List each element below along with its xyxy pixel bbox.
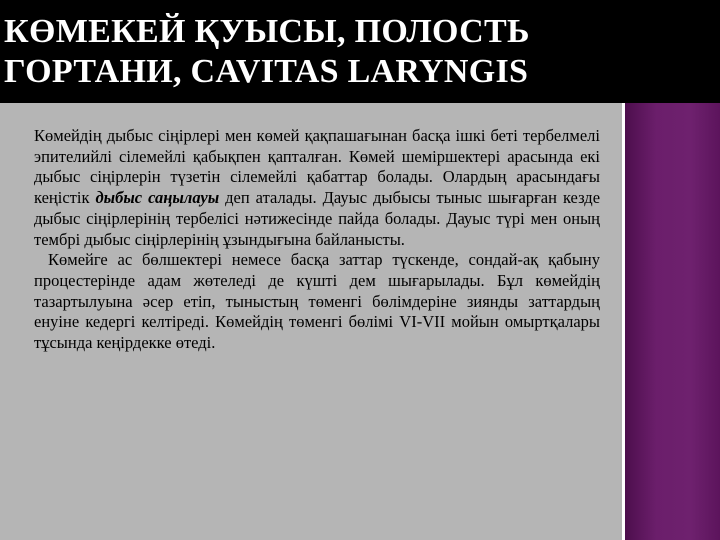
decorative-side-bar [622, 103, 720, 540]
decorative-side-stripe [622, 103, 625, 540]
paragraph-1-text-b: деп аталады. Дауыс дыбысы тыныс шығарған кезде дыбыс сіңірлерінің тербелісі нәтижесінде пайда болады. Дауыс түрі мен оның тембрі дыбыс сіңірлерінің ұзындығына байланысты. [34, 188, 601, 249]
paragraph-1-emphasis: дыбыс саңылауы [95, 188, 220, 208]
slide-title-line-2: ГОРТАНИ, CAVITAS LARYNGIS [4, 53, 529, 90]
paragraph-2: Көмейге ас бөлшектері немесе басқа заттар түскенде, сондай-ақ қабыну процестерінде адам жөтеледі де күшті дем шығарылады. Бұл көмейдің тазартылуына әсер етіп, тыныстың төменгі бөлімдеріне зиянды заттардың енуіне кедергі келтіреді. Көмейдің төменгі бөлімі VI-VII мойын омыртқалары тұсында кеңірдекке өтеді. [34, 250, 600, 353]
slide-body-text [34, 126, 600, 354]
slide-title [4, 12, 604, 92]
paragraph-1-text-a: Көмейдің дыбыс сіңірлері мен көмей қақпашағынан басқа ішкі беті тербелмелі эпителийлі сілемейлі қабықпен қапталған. Көмей шеміршектері арасында екі дыбыс сіңірлерін түзетін сілемейлі қабаттар болады. Олардың арасындағы кеңістік [34, 126, 600, 208]
slide-title-line-1: КӨМЕКЕЙ ҚУЫСЫ, ПОЛОСТЬ [4, 13, 530, 50]
paragraph-1 [34, 126, 600, 250]
